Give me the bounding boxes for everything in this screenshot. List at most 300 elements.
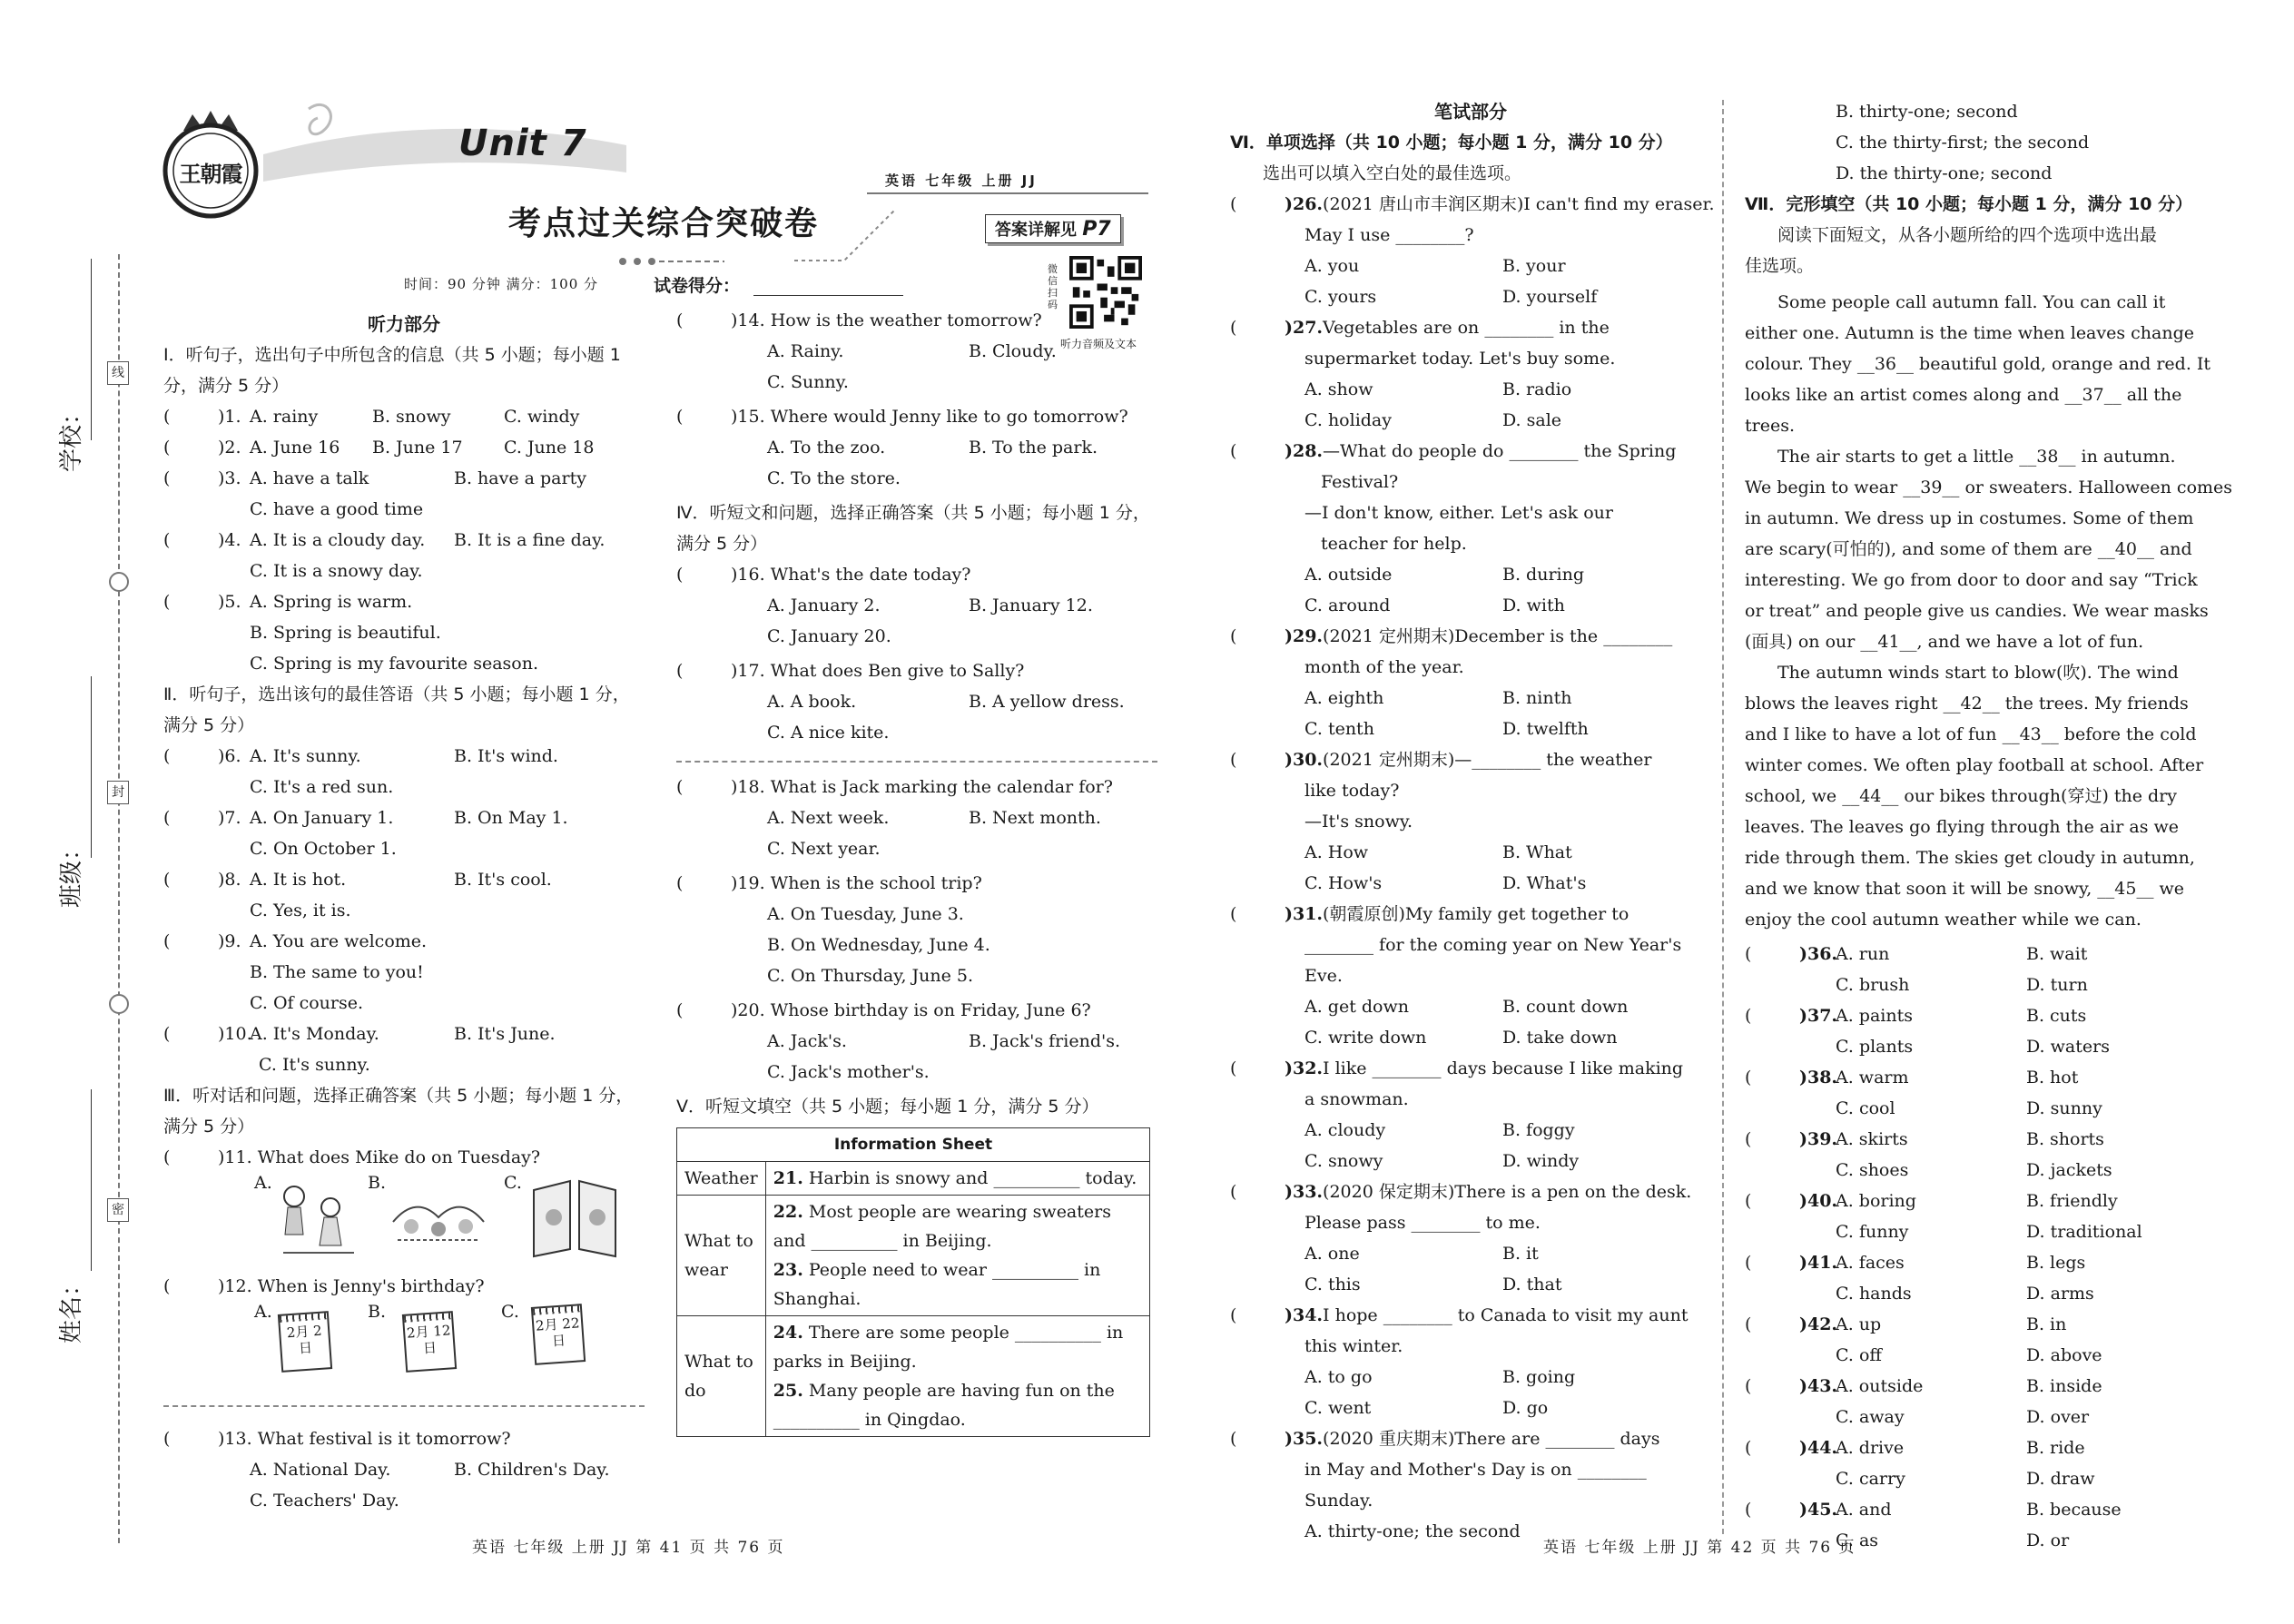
passage-line: The air starts to get a little __38__ in autumn. <box>1777 447 2176 467</box>
option-a[interactable]: A. Jack's. <box>767 1031 847 1051</box>
option-a[interactable]: A. to go <box>1305 1367 1373 1387</box>
option-c[interactable]: C. yours <box>1305 287 1377 307</box>
question-stem-cont: —I don't know, either. Let's ask our <box>1305 503 1613 523</box>
option-c[interactable]: C. hands <box>1836 1284 1912 1304</box>
passage-line: ride through them. The skies get cloudy in autumn, <box>1745 848 2195 868</box>
option-a[interactable]: A. <box>254 1302 272 1322</box>
option-c[interactable]: C. off <box>1836 1345 1882 1365</box>
question-5-cont <box>163 617 645 648</box>
answer-paren[interactable]: ( <box>676 661 684 681</box>
answer-paren[interactable]: ( <box>1745 1376 1752 1396</box>
blank-23[interactable]: People need to wear __________ in Shanghai. <box>773 1260 1101 1309</box>
answer-paren[interactable]: ( <box>163 1024 171 1044</box>
question-15: ( )15. Where would Jenny like to go tomorrow? <box>676 401 1157 432</box>
answer-paren[interactable]: ( <box>1230 626 1237 646</box>
option-c[interactable]: C. Sunny. <box>767 372 849 392</box>
passage-line: either one. Autumn is the time when leaves change <box>1745 323 2195 343</box>
answer-paren[interactable]: ( <box>163 931 171 951</box>
binding-hole-icon <box>109 572 129 592</box>
option-a[interactable]: A. How <box>1305 842 1369 862</box>
question-18-options <box>676 802 1157 833</box>
option-c[interactable]: C. How's <box>1305 873 1383 893</box>
option-c[interactable]: C. June 18 <box>504 438 595 458</box>
cloze-passage <box>1745 287 2233 935</box>
answer-paren[interactable]: ( <box>163 870 171 890</box>
answer-paren[interactable]: ( <box>1745 1314 1752 1334</box>
option-a[interactable]: A. warm <box>1836 1068 1909 1088</box>
answer-paren[interactable]: ( <box>163 438 171 458</box>
blank-21[interactable]: Harbin is snowy and __________ today. <box>808 1168 1137 1188</box>
option-a[interactable]: A. On Tuesday, June 3. <box>767 904 964 924</box>
option-b[interactable]: B. June 17 <box>372 438 463 458</box>
option-c[interactable]: C. windy <box>504 407 580 427</box>
section-2-title: Ⅱ．听句子，选出该句的最佳答语（共 5 小题；每小题 1 分，满分 5 分） <box>163 684 630 735</box>
option-a[interactable]: A. It is hot. <box>250 870 347 890</box>
question-44: ( )44. A. drive B. ride <box>1745 1432 2226 1463</box>
question-27 <box>1230 312 1711 436</box>
option-b[interactable]: B. foggy <box>1502 1120 1575 1140</box>
option-a[interactable]: A. Spring is warm. <box>250 592 413 612</box>
blank-24[interactable]: There are some people __________ in parks in Beijing. <box>773 1323 1124 1372</box>
option-d[interactable]: D. above <box>2026 1345 2102 1365</box>
option-a[interactable]: A. outside <box>1836 1376 1924 1396</box>
calendar-icon[interactable]: 2月 22日 <box>531 1304 586 1365</box>
answer-paren[interactable]: ( <box>1230 318 1237 338</box>
option-b[interactable]: B. Children's Day. <box>454 1460 610 1480</box>
question-31 <box>1230 899 1711 1053</box>
table-row-label: What to do <box>677 1316 766 1437</box>
option-a[interactable]: A. and <box>1836 1500 1892 1520</box>
option-b[interactable]: B. wait <box>2026 944 2088 964</box>
option-c[interactable]: C. holiday <box>1305 410 1392 430</box>
kids-playing-picture-icon[interactable] <box>274 1180 360 1257</box>
question-6: ( )6. A. It's sunny. B. It's wind. <box>163 741 645 772</box>
option-d[interactable]: D. or <box>2026 1530 2070 1550</box>
question-text: When is Jenny's birthday? <box>257 1276 485 1296</box>
answer-paren[interactable]: ( <box>1745 1253 1752 1273</box>
question-20-cont <box>676 1057 1157 1088</box>
option-b[interactable]: B. because <box>2026 1500 2122 1520</box>
answer-paren[interactable]: ( <box>1745 1191 1752 1211</box>
answer-paren[interactable]: ( <box>1230 1182 1237 1202</box>
question-15-cont <box>676 463 1157 494</box>
answer-paren[interactable]: ( <box>676 565 684 585</box>
question-7: ( )7. A. On January 1. B. On May 1. <box>163 802 645 833</box>
option-c[interactable]: C. Yes, it is. <box>250 901 351 920</box>
question-stem-cont: Eve. <box>1305 966 1343 986</box>
question-38: ( )38. A. warm B. hot <box>1745 1062 2226 1093</box>
option-b[interactable]: B. count down <box>1502 997 1629 1017</box>
option-a[interactable]: A. paints <box>1836 1006 1913 1026</box>
answer-ref-box <box>985 214 1121 243</box>
option-b[interactable]: B. have a party <box>454 468 586 488</box>
option-a[interactable]: A. On January 1. <box>250 808 394 828</box>
option-c[interactable]: C. Teachers' Day. <box>250 1491 399 1511</box>
option-d[interactable]: D. sale <box>1502 410 1562 430</box>
option-b[interactable]: B. On May 1. <box>454 808 568 828</box>
option-b[interactable]: B. radio <box>1502 379 1572 399</box>
answer-paren[interactable]: ( <box>1745 1129 1752 1149</box>
option-a[interactable]: A. eighth <box>1305 688 1384 708</box>
option-b[interactable]: B. inside <box>2026 1376 2102 1396</box>
passage-line: interesting. We go from door to door and say “Trick <box>1745 570 2198 590</box>
option-c[interactable]: C. A nice kite. <box>767 723 890 743</box>
answer-paren[interactable]: ( <box>163 808 171 828</box>
option-d[interactable]: D. take down <box>1502 1028 1618 1048</box>
qr-caption: 听力音频及文本 <box>1060 338 1137 350</box>
column-divider <box>1722 100 1724 1534</box>
option-b[interactable]: B. A yellow dress. <box>969 692 1125 712</box>
question-stem-cont: supermarket today. Let's buy some. <box>1305 349 1616 369</box>
question-20: ( )20. Whose birthday is on Friday, June 6? <box>676 995 1157 1026</box>
question-stem-cont: like today? <box>1305 781 1400 801</box>
option-a[interactable]: A. To the zoo. <box>767 438 886 458</box>
answer-paren[interactable]: ( <box>1230 194 1237 214</box>
option-d[interactable]: D. yourself <box>1502 287 1598 307</box>
option-a[interactable]: A. thirty-one; the second <box>1305 1521 1521 1541</box>
answer-paren[interactable]: ( <box>163 1429 171 1449</box>
question-39-cont <box>1745 1155 2226 1186</box>
question-15-options <box>676 432 1157 463</box>
question-13: ( )13. What festival is it tomorrow? <box>163 1423 645 1454</box>
answer-paren[interactable]: ( <box>1230 750 1237 770</box>
section-7-title: Ⅶ．完形填空（共 10 小题；每小题 1 分，满分 10 分） <box>1745 194 2193 214</box>
question-9-cont <box>163 957 645 988</box>
option-c[interactable]: C. snowy <box>1305 1151 1383 1171</box>
answer-paren[interactable]: ( <box>1745 1068 1752 1088</box>
option-c[interactable]: C. Of course. <box>250 993 364 1013</box>
answer-paren[interactable]: ( <box>1745 944 1752 964</box>
question-stem: ( )29.(2021 定州期末)December is the ________ <box>1230 621 1711 652</box>
option-a[interactable]: A. Rainy. <box>767 341 844 361</box>
option-d[interactable]: D. twelfth <box>1502 719 1589 739</box>
option-d[interactable]: D. arms <box>2026 1284 2094 1304</box>
option-d[interactable]: D. waters <box>2026 1037 2110 1057</box>
option-b[interactable]: B. Next month. <box>969 808 1101 828</box>
option-b[interactable]: B. Cloudy. <box>969 341 1057 361</box>
answer-paren[interactable]: ( <box>676 777 684 797</box>
passage-line: trees. <box>1745 416 1795 436</box>
option-a[interactable]: A. you <box>1305 256 1360 276</box>
dots-decoration-icon <box>617 252 726 271</box>
answer-paren[interactable]: ( <box>676 310 684 330</box>
option-c[interactable]: C. It's a red sun. <box>250 777 394 797</box>
option-b[interactable]: B. your <box>1502 256 1566 276</box>
table-cell: 24. There are some people __________ in parks in Beijing. 25. Many people are having fun on the __________ in Qingdao. <box>765 1316 1149 1437</box>
question-42: ( )42. A. up B. in <box>1745 1309 2226 1340</box>
option-c[interactable]: C. <box>504 1173 522 1193</box>
question-17-options <box>676 686 1157 717</box>
question-40-cont <box>1745 1216 2226 1247</box>
q35-option-b[interactable]: B. thirty-one; second <box>1836 102 2018 122</box>
passage-line: school, we __44__ our bikes through(穿过) the dry <box>1745 786 2178 806</box>
option-c[interactable]: C. On Thursday, June 5. <box>767 966 974 986</box>
question-37-cont <box>1745 1031 2226 1062</box>
option-c[interactable]: C. carry <box>1836 1469 1905 1489</box>
table-cell: 21. Harbin is snowy and __________ today. <box>765 1162 1149 1196</box>
question-41-cont <box>1745 1278 2226 1309</box>
question-text: What's the date today? <box>770 565 971 585</box>
answer-paren[interactable]: ( <box>163 530 171 550</box>
option-c[interactable]: C. plants <box>1836 1037 1914 1057</box>
school-label: 学校： <box>58 400 85 472</box>
option-a[interactable]: A. up <box>1836 1314 1882 1334</box>
option-b[interactable]: B. friendly <box>2026 1191 2118 1211</box>
option-d[interactable]: D. over <box>2026 1407 2090 1427</box>
answer-paren[interactable]: ( <box>1230 1429 1237 1449</box>
option-c[interactable]: C. funny <box>1836 1222 1909 1242</box>
table-title: Information Sheet <box>677 1128 1150 1162</box>
question-text: What festival is it tomorrow? <box>257 1429 511 1449</box>
option-b[interactable]: B. The same to you! <box>250 962 424 982</box>
answer-ref-page: P7 <box>1082 218 1111 241</box>
option-d[interactable]: D. What's <box>1502 873 1587 893</box>
option-b[interactable]: B. Jack's friend's. <box>969 1031 1121 1051</box>
question-39: ( )39. A. skirts B. shorts <box>1745 1124 2226 1155</box>
option-a[interactable]: A. get down <box>1305 997 1409 1017</box>
option-b[interactable]: B. in <box>2026 1314 2067 1334</box>
option-b[interactable]: B. It's June. <box>454 1024 556 1044</box>
question-12-calendars <box>163 1302 645 1393</box>
passage-line: We begin to wear __39__ or sweaters. Halloween comes <box>1745 477 2233 497</box>
option-c[interactable]: C. brush <box>1836 975 1910 995</box>
option-a[interactable]: A. skirts <box>1836 1129 1908 1149</box>
option-c[interactable]: C. Next year. <box>767 839 881 859</box>
question-stem-cont: Festival? <box>1321 472 1399 492</box>
answer-paren[interactable]: ( <box>1230 1058 1237 1078</box>
question-stem-cont: month of the year. <box>1305 657 1464 677</box>
answer-paren[interactable]: ( <box>676 1000 684 1020</box>
options-row <box>1230 374 1711 405</box>
table-cell: 22. Most people are wearing sweaters and __________ in Beijing. 23. People need to wear __________ in Shanghai. <box>765 1196 1149 1316</box>
question-34 <box>1230 1300 1711 1423</box>
option-d[interactable]: D. draw <box>2026 1469 2095 1489</box>
option-c[interactable]: C. went <box>1305 1398 1372 1418</box>
class-label: 班级： <box>58 836 85 908</box>
passage-line: colour. They __36__ beautiful gold, orange and red. It <box>1745 354 2211 374</box>
question-20-options <box>676 1026 1157 1057</box>
options-row <box>1230 281 1711 312</box>
answer-paren[interactable]: ( <box>163 746 171 766</box>
answer-paren[interactable]: ( <box>1745 1438 1752 1458</box>
option-c[interactable]: C. Spring is my favourite season. <box>250 654 539 674</box>
option-b[interactable]: B. ride <box>2026 1438 2085 1458</box>
option-c[interactable]: C. To the store. <box>767 468 901 488</box>
option-b[interactable]: B. during <box>1502 565 1584 585</box>
option-b[interactable]: B. Spring is beautiful. <box>250 623 441 643</box>
option-a[interactable]: A. drive <box>1836 1438 1905 1458</box>
question-16: ( )16. What's the date today? <box>676 559 1157 590</box>
option-d[interactable]: D. with <box>1502 595 1565 615</box>
option-a[interactable]: A. You are welcome. <box>250 931 428 951</box>
dashed-divider <box>676 761 1157 763</box>
passage-line: Some people call autumn fall. You can call it <box>1777 292 2166 312</box>
page41-right-column <box>676 305 1157 1437</box>
option-d[interactable]: D. traditional <box>2026 1222 2142 1242</box>
answer-ref-label: 答案详解见 <box>995 221 1077 240</box>
option-a[interactable]: A. Next week. <box>767 808 890 828</box>
q35-option-d[interactable]: D. the thirty-one; second <box>1836 163 2053 183</box>
option-b[interactable]: B. cuts <box>2026 1006 2087 1026</box>
passage-line: and we know that soon it will be snowy, __45__ we <box>1745 879 2185 899</box>
option-a[interactable]: A. have a talk <box>250 468 369 488</box>
option-c[interactable]: C. this <box>1305 1275 1361 1294</box>
option-b[interactable]: B. <box>368 1173 387 1193</box>
option-a[interactable]: A. January 2. <box>767 595 881 615</box>
binding-mark-1: 线 <box>107 361 129 385</box>
answer-paren[interactable]: ( <box>676 873 684 893</box>
option-a[interactable]: A. boring <box>1836 1191 1916 1211</box>
question-text: How is the weather tomorrow? <box>770 310 1042 330</box>
q35-option-c[interactable]: C. the thirty-first; the second <box>1836 133 2090 153</box>
answer-paren[interactable]: ( <box>1230 1305 1237 1325</box>
option-c[interactable]: C. write down <box>1305 1028 1427 1048</box>
question-41: ( )41. A. faces B. legs <box>1745 1247 2226 1278</box>
option-d[interactable]: D. turn <box>2026 975 2088 995</box>
question-stem: ( )33.(2020 保定期末)There is a pen on the desk. <box>1230 1176 1711 1207</box>
question-36: ( )36. A. run B. wait <box>1745 939 2226 969</box>
question-stem-cont: this winter. <box>1305 1336 1403 1356</box>
dancing-party-picture-icon[interactable] <box>389 1186 488 1249</box>
blank-25[interactable]: Many people are having fun on the __________ in Qingdao. <box>773 1381 1115 1430</box>
school-field-line <box>91 259 92 440</box>
option-c[interactable]: C. January 20. <box>767 626 891 646</box>
answer-paren[interactable]: ( <box>1230 441 1237 461</box>
option-b[interactable]: B. It's wind. <box>454 746 558 766</box>
question-stem: ( )35.(2020 重庆期末)There are ________ days <box>1230 1423 1711 1454</box>
option-c[interactable]: C. away <box>1836 1407 1905 1427</box>
options-row <box>1230 991 1711 1022</box>
question-9: ( )9. A. You are welcome. <box>163 926 645 957</box>
brand-logo-text: 王朝霞 <box>179 161 242 187</box>
option-a[interactable]: A. It's Monday. <box>250 1024 379 1044</box>
option-a[interactable]: A. National Day. <box>250 1460 391 1480</box>
question-33 <box>1230 1176 1711 1300</box>
question-3-cont <box>163 494 645 525</box>
question-stem-cont: a snowman. <box>1305 1089 1409 1109</box>
question-stem-cont: ________ for the coming year on New Year's <box>1305 935 1682 955</box>
option-c[interactable]: C. shoes <box>1836 1160 1909 1180</box>
answer-paren[interactable]: ( <box>163 468 171 488</box>
books-reading-picture-icon[interactable] <box>525 1176 625 1258</box>
question-11-pictures <box>163 1173 645 1264</box>
calendar-icon[interactable]: 2月 2日 <box>278 1311 332 1373</box>
option-b[interactable]: B. On Wednesday, June 4. <box>767 935 990 955</box>
answer-paren[interactable]: ( <box>163 1276 171 1296</box>
question-14-options <box>676 336 1157 367</box>
options-row <box>1230 1022 1711 1053</box>
option-b[interactable]: B. January 12. <box>969 595 1093 615</box>
option-d[interactable]: D. windy <box>1502 1151 1580 1171</box>
option-c[interactable]: C. as <box>1836 1530 1879 1550</box>
binding-mark-3: 密 <box>107 1198 129 1222</box>
option-c[interactable]: C. On October 1. <box>250 839 397 859</box>
dashed-divider <box>163 1405 645 1407</box>
question-44-cont <box>1745 1463 2226 1494</box>
passage-line: and I like to have a lot of fun __43__ before the cold <box>1745 724 2197 744</box>
calendar-icon[interactable]: 2月 12日 <box>402 1311 457 1373</box>
options-row <box>1230 405 1711 436</box>
option-a[interactable]: A. run <box>1836 944 1890 964</box>
table-row-label: What to wear <box>677 1196 766 1316</box>
option-b[interactable]: B. To the park. <box>969 438 1098 458</box>
binding-line <box>118 254 120 1543</box>
answer-paren[interactable]: ( <box>163 407 171 427</box>
option-d[interactable]: D. sunny <box>2026 1098 2102 1118</box>
option-a[interactable]: A. It is a cloudy day. <box>250 530 426 550</box>
options-row <box>1230 1238 1711 1269</box>
option-a[interactable]: A. one <box>1305 1244 1360 1264</box>
question-8: ( )8. A. It is hot. B. It's cool. <box>163 864 645 895</box>
option-d[interactable]: D. jackets <box>2026 1160 2112 1180</box>
passage-line: leaves. The leaves go flying through the air as we <box>1745 817 2180 837</box>
option-b[interactable]: B. It's cool. <box>454 870 552 890</box>
option-c[interactable]: C. tenth <box>1305 719 1374 739</box>
answer-paren[interactable]: ( <box>676 407 684 427</box>
question-19-b <box>676 930 1157 960</box>
options-row <box>1230 1146 1711 1176</box>
question-stem-cont: Please pass ________ to me. <box>1305 1213 1541 1233</box>
answer-paren[interactable]: ( <box>1745 1500 1752 1520</box>
option-c[interactable]: C. cool <box>1836 1098 1895 1118</box>
question-37: ( )37. A. paints B. cuts <box>1745 1000 2226 1031</box>
option-a[interactable]: A. rainy <box>250 407 319 427</box>
option-a[interactable]: A. June 16 <box>250 438 340 458</box>
option-b[interactable]: B. hot <box>2026 1068 2079 1088</box>
option-c[interactable]: C. have a good time <box>250 499 424 519</box>
name-label: 姓名： <box>58 1272 85 1343</box>
option-b[interactable]: B. shorts <box>2026 1129 2104 1149</box>
option-b[interactable]: B. legs <box>2026 1253 2086 1273</box>
answer-paren[interactable]: ( <box>1745 1006 1752 1026</box>
option-c[interactable]: C. <box>501 1302 519 1322</box>
option-b[interactable]: B. snowy <box>372 407 451 427</box>
option-b[interactable]: B. <box>368 1302 387 1322</box>
option-a[interactable]: A. A book. <box>767 692 857 712</box>
option-c[interactable]: C. around <box>1305 595 1391 615</box>
option-b[interactable]: B. ninth <box>1502 688 1572 708</box>
option-c[interactable]: C. It is a snowy day. <box>250 561 423 581</box>
time-score-info: 时间：90 分钟 满分：100 分 <box>404 276 599 292</box>
question-5-cont <box>163 648 645 679</box>
question-14: ( )14. How is the weather tomorrow? <box>676 305 1157 336</box>
option-b[interactable]: B. it <box>1502 1244 1539 1264</box>
option-a[interactable]: A. cloudy <box>1305 1120 1386 1140</box>
question-29 <box>1230 621 1711 744</box>
passage-line: in autumn. We dress up in costumes. Some of them <box>1745 508 2194 528</box>
option-a[interactable]: A. It's sunny. <box>250 746 361 766</box>
option-c[interactable]: C. Jack's mother's. <box>767 1062 930 1082</box>
option-a[interactable]: A. show <box>1305 379 1373 399</box>
option-d[interactable]: D. go <box>1502 1398 1549 1418</box>
answer-paren[interactable]: ( <box>163 1147 171 1167</box>
option-b[interactable]: B. going <box>1502 1367 1576 1387</box>
option-c[interactable]: C. It's sunny. <box>259 1055 370 1075</box>
answer-paren[interactable]: ( <box>163 592 171 612</box>
options-row <box>1230 868 1711 899</box>
blank-22[interactable]: Most people are wearing sweaters and __________ in Beijing. <box>773 1202 1111 1251</box>
option-b[interactable]: B. It is a fine day. <box>454 530 605 550</box>
question-10: ( )10. A. It's Monday. B. It's June. <box>163 1019 645 1049</box>
option-a[interactable]: A. faces <box>1836 1253 1905 1273</box>
option-b[interactable]: B. What <box>1502 842 1572 862</box>
question-2: ( )2. A. June 16 B. June 17 C. June 18 <box>163 432 645 463</box>
answer-paren[interactable]: ( <box>1230 904 1237 924</box>
question-5: ( )5. A. Spring is warm. <box>163 586 645 617</box>
option-a[interactable]: A. outside <box>1305 565 1393 585</box>
option-d[interactable]: D. that <box>1502 1275 1562 1294</box>
option-a[interactable]: A. <box>254 1173 272 1193</box>
